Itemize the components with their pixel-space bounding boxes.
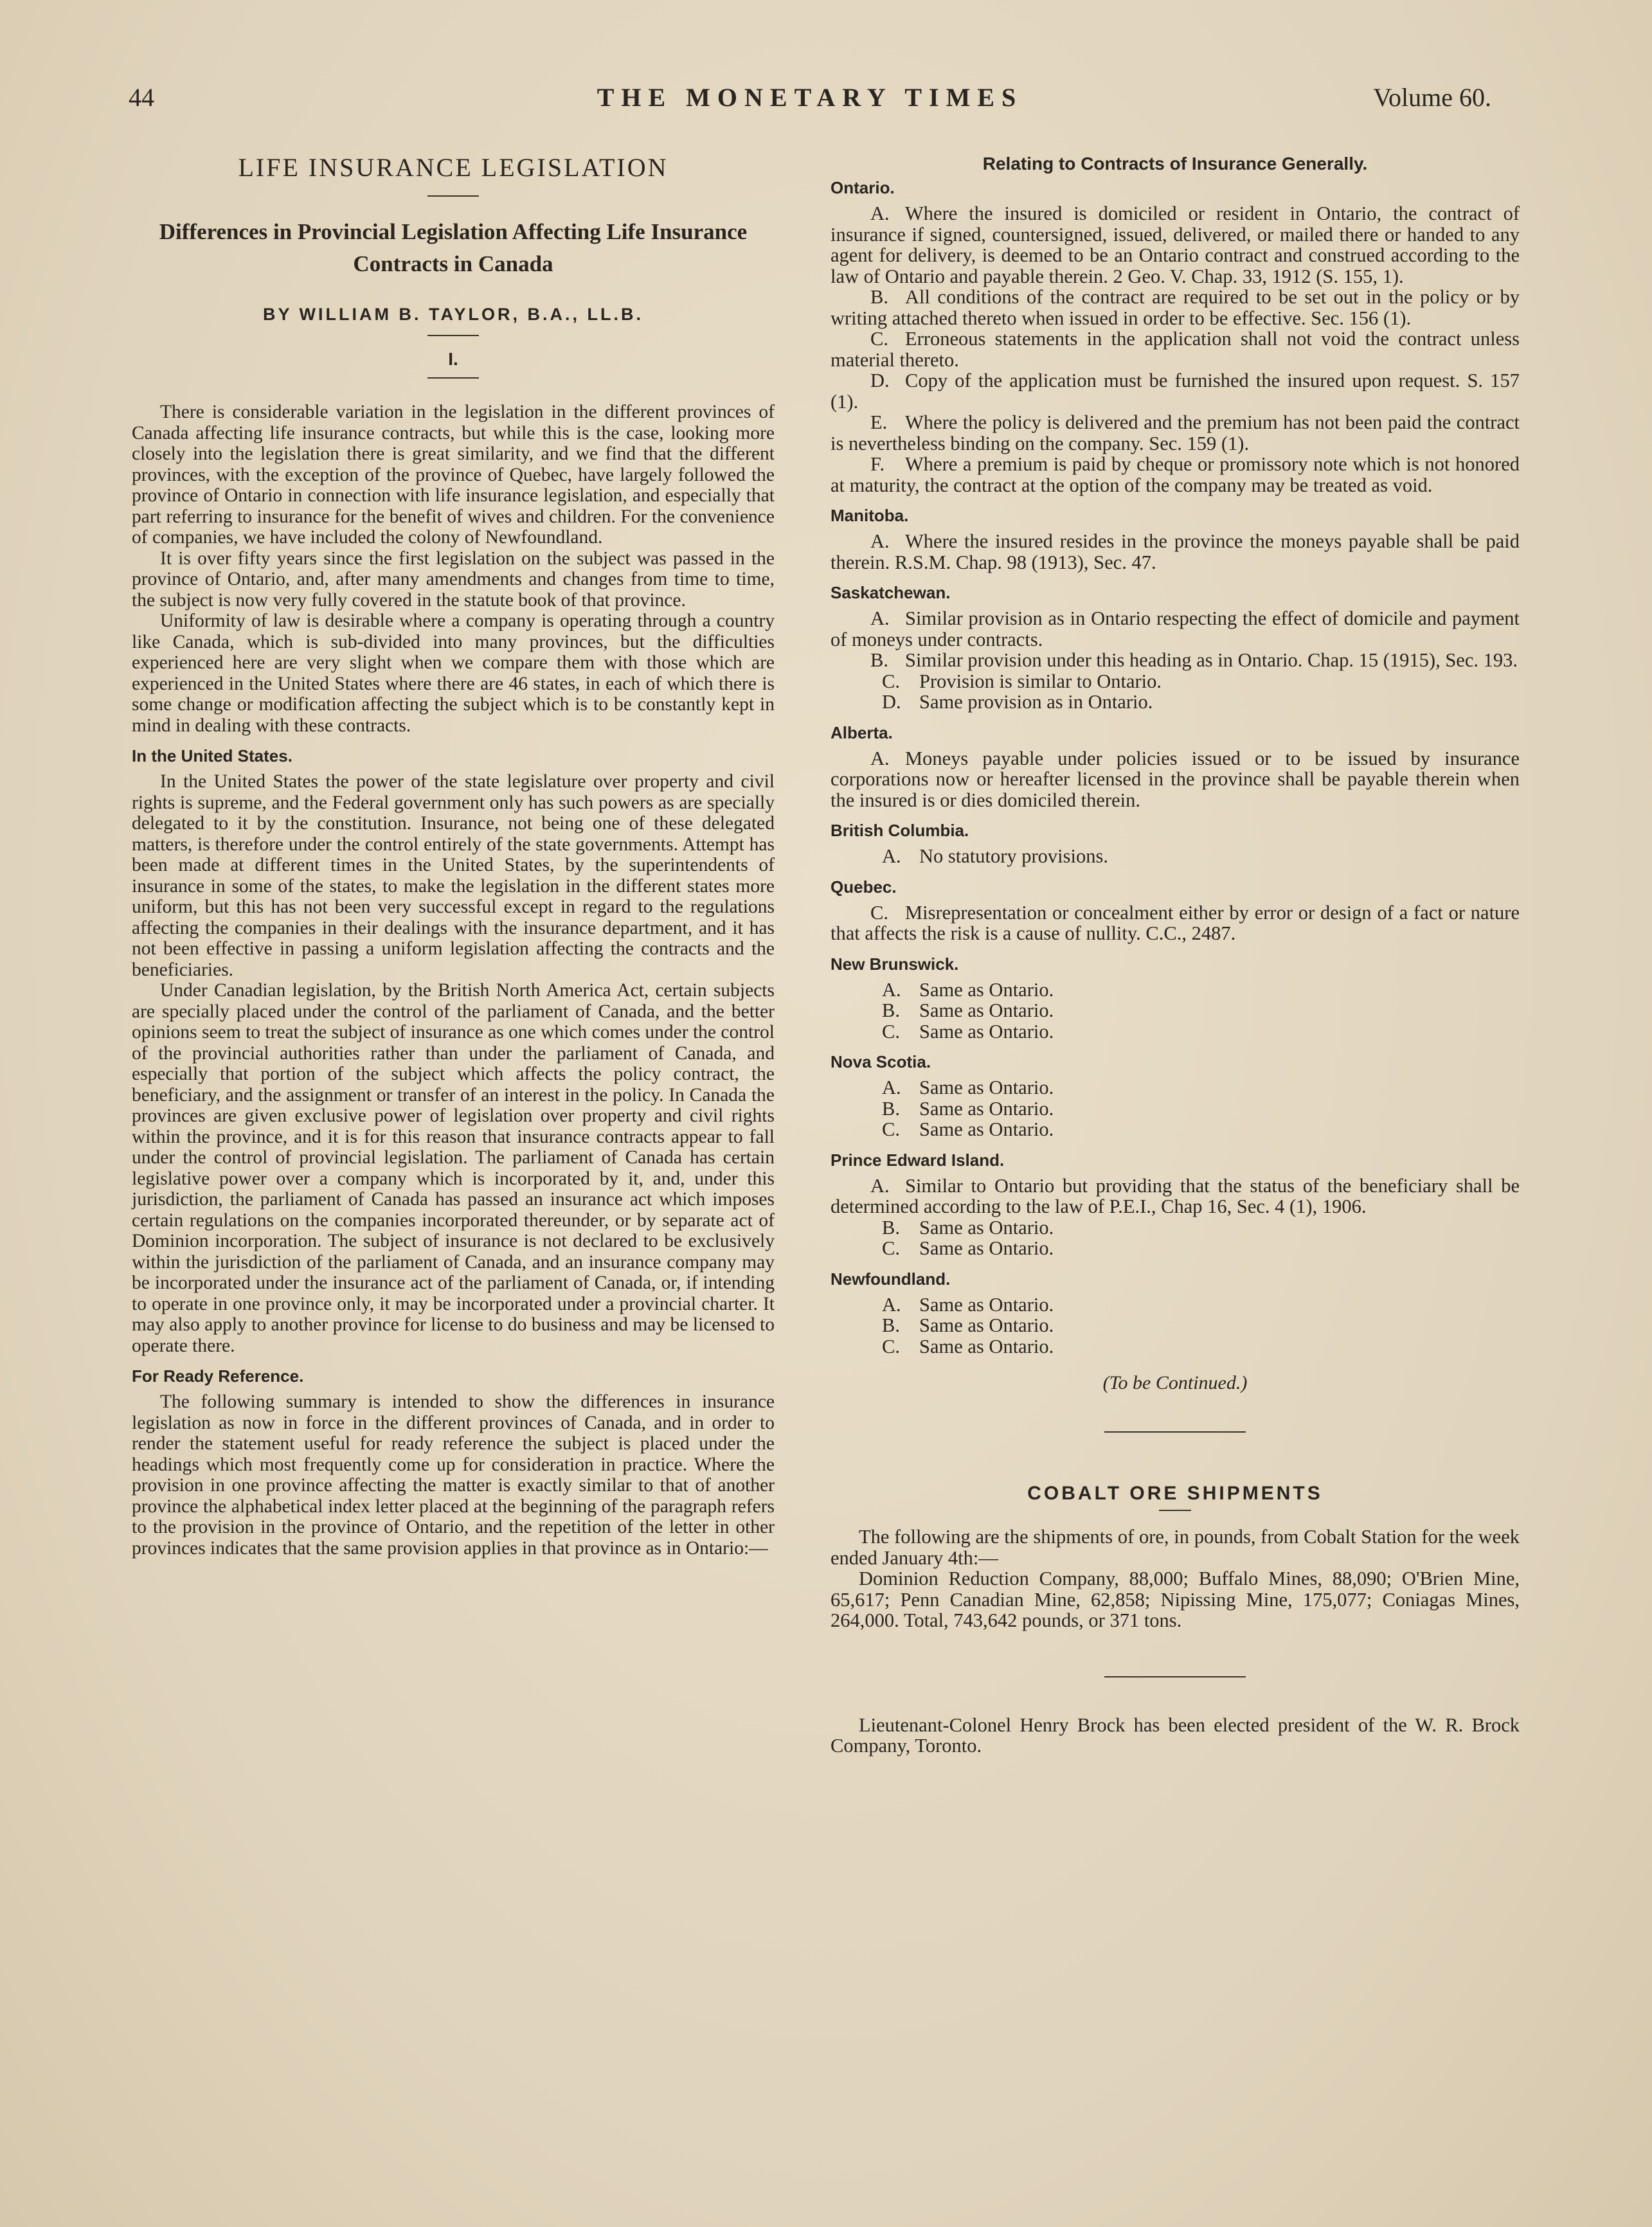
provision-item: F. Where a premium is paid by cheque or promissory note which is not honored at maturity, the contract at the option of the company may be treated as void. bbox=[830, 453, 1520, 496]
provision-item: A. No statutory provisions. bbox=[882, 845, 1108, 867]
province-heading-manitoba: Manitoba. bbox=[830, 506, 909, 525]
reference-paragraph: The following summary is intended to show the differences in insurance legislation as now in force in the different provinces of Canada, and in order to render the statement useful for ready reference the subject is placed under the headings which most frequently come up for consideration in practice. Where the provision in one province affecting the matter is exactly similar to that of another province the alphabetical index letter placed at the beginning of the paragraph refers to the provision in the province of Ontario, and the repetition of the letter in other provinces indicates that the same provision applies in that province as in Ontario:— bbox=[132, 1391, 775, 1559]
province-heading-saskatchewan: Saskatchewan. bbox=[830, 583, 951, 602]
part-number: I. bbox=[448, 349, 458, 369]
province-heading-nova-scotia: Nova Scotia. bbox=[830, 1052, 931, 1071]
provision-item: D. Same provision as in Ontario. bbox=[882, 691, 1153, 713]
contracts-heading: Relating to Contracts of Insurance Generally. bbox=[982, 154, 1368, 174]
section-heading-united-states: In the United States. bbox=[132, 746, 292, 765]
masthead: THE MONETARY TIMES bbox=[597, 83, 1023, 112]
article-title: LIFE INSURANCE LEGISLATION bbox=[238, 153, 669, 182]
to-be-continued: (To be Continued.) bbox=[1102, 1372, 1248, 1393]
provision-item: E. Where the policy is delivered and the premium has not been paid the contract is nevertheless binding on the company. Sec. 159 (1). bbox=[830, 411, 1520, 454]
provision-item: A. Same as Ontario. bbox=[882, 1077, 1054, 1098]
provision-item: B. Same as Ontario. bbox=[882, 1314, 1054, 1336]
provision-item: A. Same as Ontario. bbox=[882, 1293, 1054, 1316]
article-separator bbox=[1104, 1431, 1246, 1433]
provision-item: B. Same as Ontario. bbox=[882, 1216, 1054, 1239]
provision-item: A. Same as Ontario. bbox=[882, 978, 1054, 1001]
provision-item: B. All conditions of the contract are required to be set out in the policy or by writing attached thereto when issued in order to be effective. Sec. 156 (1). bbox=[830, 286, 1520, 329]
article-subtitle: Differences in Provincial Legislation Affecting Life Insurance Contracts in Canada bbox=[159, 219, 748, 276]
province-heading-quebec: Quebec. bbox=[830, 877, 897, 897]
brief-separator bbox=[1104, 1676, 1246, 1677]
section-heading-ready-reference: For Ready Reference. bbox=[132, 1366, 304, 1386]
provision-item: B. Similar provision under this heading as in Ontario. Chap. 15 (1915), Sec. 193. bbox=[870, 649, 1518, 671]
provision-item: A. Similar provision as in Ontario respecting the effect of domicile and payment of moneys under contracts. bbox=[830, 607, 1520, 650]
provision-item: C. Misrepresentation or concealment either by error or design of a fact or nature that affects the risk is a cause of nullity. C.C., 2487. bbox=[830, 901, 1520, 944]
intro-paragraph: There is considerable variation in the legislation in the different provinces of Canada affecting life insurance contracts, but while this is the case, looking more closely into the legislation there is great similarity, and we find that the different provinces, with the exception of the province of Quebec, have largely followed the province of Ontario in connection with life insurance legislation, and especially that part referring to insurance for the benefit of wives and children. For the convenience of companies, we have included the colony of Newfoundland. bbox=[132, 402, 775, 548]
cobalt-rule bbox=[1159, 1510, 1191, 1511]
provision-item: A. Similar to Ontario but providing that the status of the beneficiary shall be determined according to the law of P.E.I., Chap 16, Sec. 4 (1), 1906. bbox=[830, 1174, 1520, 1217]
page-number: 44 bbox=[129, 83, 154, 112]
province-heading-new-brunswick: New Brunswick. bbox=[830, 954, 959, 974]
page-header bbox=[129, 82, 1491, 121]
province-heading-ontario: Ontario. bbox=[830, 178, 895, 197]
provision-item: C. Same as Ontario. bbox=[882, 1335, 1054, 1357]
cobalt-title: COBALT ORE SHIPMENTS bbox=[1027, 1483, 1323, 1504]
right-column bbox=[830, 145, 1520, 1757]
volume-label: Volume 60. bbox=[1373, 83, 1491, 112]
provision-item: D. Copy of the application must be furnished the insured upon request. S. 157 (1). bbox=[830, 370, 1520, 413]
provision-item: B. Same as Ontario. bbox=[882, 1097, 1054, 1120]
provision-item: C. Same as Ontario. bbox=[882, 1237, 1054, 1259]
provision-item: C. Provision is similar to Ontario. bbox=[882, 670, 1162, 692]
province-heading-british-columbia: British Columbia. bbox=[830, 821, 969, 840]
cobalt-paragraph: Dominion Reduction Company, 88,000; Buffalo Mines, 88,090; O'Brien Mine, 65,617; Penn Canadian Mine, 62,858; Nipissing Mine, 175,077; Coniagas Mines, 264,000. Total, 743,642 pounds, or 371 tons. bbox=[830, 1568, 1520, 1631]
brock-notice: Lieutenant-Colonel Henry Brock has been elected president of the W. R. Brock Company, Toronto. bbox=[830, 1713, 1520, 1757]
cobalt-paragraph: The following are the shipments of ore, in pounds, from Cobalt Station for the week ended January 4th:— bbox=[830, 1526, 1520, 1569]
intro-paragraph: Uniformity of law is desirable where a company is operating through a country like Canada, which is sub-divided into many provinces, but the difficulties experienced here are very slight when we compare them with those which are experienced in the United States where there are 46 states, in each of which there is some change or modification affecting the subject which is to be constantly kept in mind in dealing with these contracts. bbox=[132, 611, 775, 736]
provision-item: A. Moneys payable under policies issued or to be issued by insurance corporations now or hereafter licensed in the province shall be payable therein when the insured is or dies domiciled therein. bbox=[830, 747, 1520, 811]
title-rule bbox=[427, 195, 479, 197]
provision-item: A. Where the insured is domiciled or resident in Ontario, the contract of insurance if signed, countersigned, issued, delivered, or mailed there or handed to any agent for delivery, is deemed to be an Ontario contract and construed according to the law of Ontario and payable therein. 2 Geo. V. Chap. 33, 1912 (S. 155, 1). bbox=[830, 202, 1520, 287]
provision-item: A. Where the insured resides in the province the moneys payable shall be paid therein. R.S.M. Chap. 98 (1913), Sec. 47. bbox=[830, 530, 1520, 573]
intro-paragraph: It is over fifty years since the first legislation on the subject was passed in the province of Ontario, and, after many amendments and changes from time to time, the subject is now very fully covered in the statute book of that province. bbox=[132, 548, 775, 611]
us-paragraph: In the United States the power of the state legislature over property and civil rights is supreme, and the Federal government only has such powers as are specially delegated to it by the constitution. Insurance, not being one of these delegated matters, is therefore under the control entirely of the state governments. Attempt has been made at different times in the United States, by the superintendents of insurance in some of the states, to make the legislation in the different states more uniform, but this has not been very successful except in regard to the regulations affecting the companies in their dealings with the insurance department, and it has not been effective in passing a uniform legislation affecting the contracts and the beneficiaries. bbox=[132, 771, 775, 980]
part-rule bbox=[427, 377, 479, 379]
left-column bbox=[132, 145, 775, 1559]
province-heading-newfoundland: Newfoundland. bbox=[830, 1269, 951, 1289]
provision-item: B. Same as Ontario. bbox=[882, 999, 1054, 1021]
canada-paragraph: Under Canadian legislation, by the British North America Act, certain subjects are specially placed under the control of the parliament of Canada, and the better opinions seem to treat the subject of insurance as one which comes under the control of the provincial authorities rather than under the parliament of Canada, and especially that portion of the subject which affects the policy contract, the beneficiary, and the assignment or transfer of an interest in the policy. In Canada the provinces are given exclusive power of legislation over property and civil rights within the province, and it is for this reason that insurance contracts appear to fall under the control of provincial legislation. The parliament of Canada has certain legislative power over a company which is incorporated by it, and, under this jurisdiction, the parliament of Canada has passed an insurance act which imposes certain regulations on the companies incorporated thereunder, or by separate act of Dominion incorporation. The subject of insurance is not declared to be exclusively within the jurisdiction of the parliament of Canada, and an insurance company may be incorporated under the insurance act of the parliament of Canada, or, if intending to operate in one province only, it may be incorporated under a provincial charter. It may also apply to another province for license to do business and may be licensed to operate there. bbox=[132, 980, 775, 1356]
provision-item: C. Same as Ontario. bbox=[882, 1020, 1054, 1042]
byline-rule bbox=[427, 335, 479, 336]
provision-item: C. Same as Ontario. bbox=[882, 1118, 1054, 1140]
province-heading-pei: Prince Edward Island. bbox=[830, 1150, 1005, 1170]
province-heading-alberta: Alberta. bbox=[830, 722, 893, 742]
byline: BY WILLIAM B. TAYLOR, B.A., LL.B. bbox=[263, 305, 643, 324]
provision-item: C. Erroneous statements in the application shall not void the contract unless material thereto. bbox=[830, 328, 1520, 371]
